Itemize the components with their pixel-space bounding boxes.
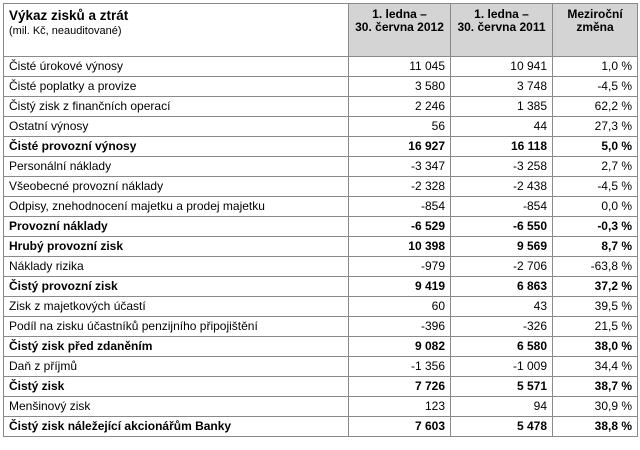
value-2012: -979 <box>349 257 451 277</box>
value-change: 38,0 % <box>553 337 638 357</box>
table-row <box>4 337 638 357</box>
row-label: Čistý zisk z finančních operací <box>4 97 349 117</box>
row-label: Provozní náklady <box>4 217 349 237</box>
value-change: 34,4 % <box>553 357 638 377</box>
value-change: 1,0 % <box>553 57 638 77</box>
value-2011: -2 438 <box>451 177 553 197</box>
row-label: Čistý zisk <box>4 377 349 397</box>
column-header-2011-line1: 1. ledna – <box>474 7 529 21</box>
row-label: Všeobecné provozní náklady <box>4 177 349 197</box>
table-row <box>4 137 638 157</box>
column-header-2011-line2: 30. června 2011 <box>457 20 546 34</box>
table-header-row <box>4 4 638 57</box>
table-row <box>4 237 638 257</box>
value-change: 38,8 % <box>553 417 638 437</box>
value-change: -63,8 % <box>553 257 638 277</box>
value-2011: -2 706 <box>451 257 553 277</box>
value-2012: 9 419 <box>349 277 451 297</box>
value-change: 2,7 % <box>553 157 638 177</box>
row-label: Čisté poplatky a provize <box>4 77 349 97</box>
table-row <box>4 157 638 177</box>
row-label: Daň z příjmů <box>4 357 349 377</box>
value-2011: 44 <box>451 117 553 137</box>
value-2012: 9 082 <box>349 337 451 357</box>
value-2012: 3 580 <box>349 77 451 97</box>
value-change: 37,2 % <box>553 277 638 297</box>
row-label: Podíl na zisku účastníků penzijního připojištění <box>4 317 349 337</box>
table-row <box>4 277 638 297</box>
value-change: -4,5 % <box>553 77 638 97</box>
value-2012: -2 328 <box>349 177 451 197</box>
value-2012: 60 <box>349 297 451 317</box>
table-row <box>4 57 638 77</box>
table-row <box>4 97 638 117</box>
row-label: Ostatní výnosy <box>4 117 349 137</box>
value-2011: -326 <box>451 317 553 337</box>
value-change: 21,5 % <box>553 317 638 337</box>
table-row <box>4 197 638 217</box>
value-2012: 123 <box>349 397 451 417</box>
value-2012: 16 927 <box>349 137 451 157</box>
value-change: 0,0 % <box>553 197 638 217</box>
value-2012: 2 246 <box>349 97 451 117</box>
value-change: 30,9 % <box>553 397 638 417</box>
table-row <box>4 397 638 417</box>
value-change: 5,0 % <box>553 137 638 157</box>
value-change: -0,3 % <box>553 217 638 237</box>
value-2012: 7 726 <box>349 377 451 397</box>
value-2011: 5 478 <box>451 417 553 437</box>
value-2011: 1 385 <box>451 97 553 117</box>
row-label: Čistý provozní zisk <box>4 277 349 297</box>
table-row <box>4 257 638 277</box>
value-2011: 16 118 <box>451 137 553 157</box>
column-header-2012-line1: 1. ledna – <box>372 7 427 21</box>
table-row <box>4 357 638 377</box>
value-2012: -6 529 <box>349 217 451 237</box>
value-change: 27,3 % <box>553 117 638 137</box>
value-2012: -1 356 <box>349 357 451 377</box>
value-change: -4,5 % <box>553 177 638 197</box>
row-label: Personální náklady <box>4 157 349 177</box>
income-statement <box>3 3 637 437</box>
value-2012: 7 603 <box>349 417 451 437</box>
value-2011: 94 <box>451 397 553 417</box>
value-2012: -854 <box>349 197 451 217</box>
row-label: Čistý zisk před zdaněním <box>4 337 349 357</box>
table-row <box>4 297 638 317</box>
row-label: Zisk z majetkových účastí <box>4 297 349 317</box>
value-change: 38,7 % <box>553 377 638 397</box>
value-2011: 9 569 <box>451 237 553 257</box>
table-body <box>4 57 638 437</box>
value-change: 62,2 % <box>553 97 638 117</box>
value-change: 8,7 % <box>553 237 638 257</box>
row-label: Čisté úrokové výnosy <box>4 57 349 77</box>
value-2011: 5 571 <box>451 377 553 397</box>
row-label: Odpisy, znehodnocení majetku a prodej majetku <box>4 197 349 217</box>
table-row <box>4 317 638 337</box>
column-header-change-line1: Meziroční <box>567 7 623 21</box>
column-header-2011 <box>451 4 553 57</box>
value-2011: 6 863 <box>451 277 553 297</box>
value-2011: 6 580 <box>451 337 553 357</box>
income-statement-table <box>3 3 638 437</box>
table-title-cell <box>4 4 349 57</box>
table-row <box>4 417 638 437</box>
value-2011: -6 550 <box>451 217 553 237</box>
row-label: Menšinový zisk <box>4 397 349 417</box>
column-header-2012 <box>349 4 451 57</box>
table-subtitle: (mil. Kč, neauditované) <box>9 25 122 37</box>
row-label: Čisté provozní výnosy <box>4 137 349 157</box>
value-2012: -3 347 <box>349 157 451 177</box>
value-2012: 56 <box>349 117 451 137</box>
value-2012: -396 <box>349 317 451 337</box>
value-2011: 43 <box>451 297 553 317</box>
value-2011: -854 <box>451 197 553 217</box>
row-label: Čistý zisk náležející akcionářům Banky <box>4 417 349 437</box>
table-row <box>4 377 638 397</box>
table-row <box>4 117 638 137</box>
value-2011: 10 941 <box>451 57 553 77</box>
row-label: Náklady rizika <box>4 257 349 277</box>
table-row <box>4 217 638 237</box>
table-row <box>4 177 638 197</box>
value-2011: 3 748 <box>451 77 553 97</box>
value-2012: 11 045 <box>349 57 451 77</box>
table-title: Výkaz zisků a ztrát <box>9 8 129 23</box>
column-header-change <box>553 4 638 57</box>
table-row <box>4 77 638 97</box>
value-2011: -3 258 <box>451 157 553 177</box>
value-2011: -1 009 <box>451 357 553 377</box>
row-label: Hrubý provozní zisk <box>4 237 349 257</box>
column-header-2012-line2: 30. června 2012 <box>355 20 444 34</box>
column-header-change-line2: změna <box>576 20 614 34</box>
value-change: 39,5 % <box>553 297 638 317</box>
value-2012: 10 398 <box>349 237 451 257</box>
